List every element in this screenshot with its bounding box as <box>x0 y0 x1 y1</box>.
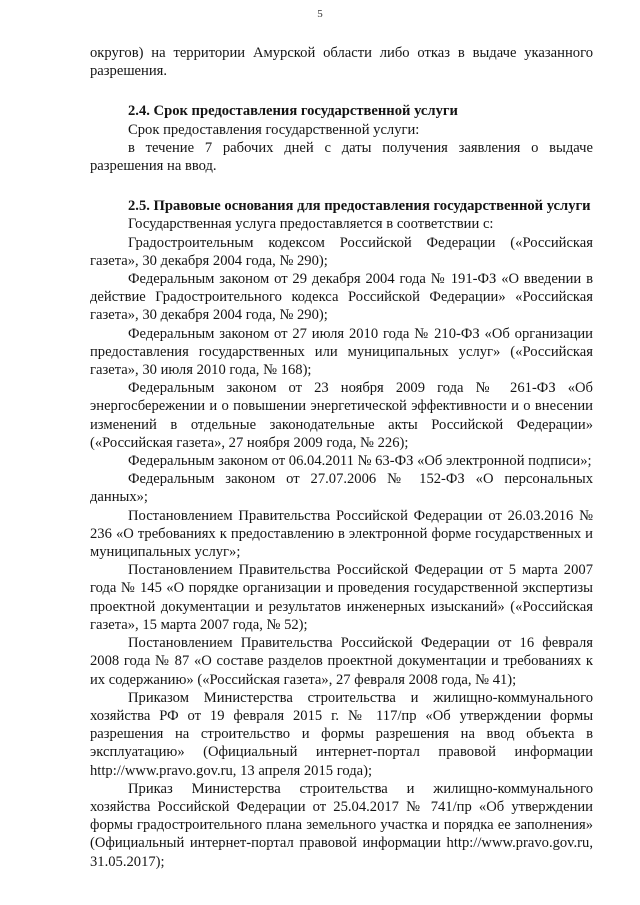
section-2-5-paragraph: Государственная услуга предоставляется в соответствии с: <box>128 216 494 233</box>
section-2-5-paragraph: Приказ Министерства строительства и жилищно-коммунального хозяйства Российской Федерации от 25.04.2017 № 741/пр «Об утверждении формы градостроительного плана земельного участка и порядка ее заполнения» (Официальный интернет-портал правовой информации http://www.pravo.gov.ru, 31.05.2017); <box>90 780 593 870</box>
section-2-5-paragraph: Федеральным законом от 27.07.2006 № 152-ФЗ «О персональных данных»; <box>90 471 593 506</box>
section-2-4-heading: 2.4. Срок предоставления государственной услуги <box>128 103 458 120</box>
section-2-5-paragraph: Федеральным законом от 06.04.2011 № 63-ФЗ «Об электронной подписи»; <box>128 453 592 470</box>
section-2-5-paragraph: Постановлением Правительства Российской Федерации от 5 марта 2007 года № 145 «О порядке организации и проведения государственной экспертизы проектной документации и результатов инженерных изысканий» («Российская газета», 15 марта 2007 года, № 52); <box>90 562 593 633</box>
section-2-5-heading: 2.5. Правовые основания для предоставления государственной услуги <box>128 198 591 215</box>
section-2-5-paragraph: Постановлением Правительства Российской Федерации от 16 февраля 2008 года № 87 «О составе разделов проектной документации и требованиях к их содержанию» («Российская газета», 27 февраля 2008 года, № 41); <box>90 635 593 688</box>
section-2-5-paragraph: Приказом Министерства строительства и жилищно-коммунального хозяйства РФ от 19 февраля 2015 г. № 117/пр «Об утверждении формы разрешения на строительство и формы разрешения на ввод объекта в эксплуатацию» (Официальный интернет-портал правовой информации http://www.pravo.gov.ru, 13 апреля 2015 года); <box>90 689 593 779</box>
section-2-4-paragraph: Срок предоставления государственной услуги: <box>128 121 420 138</box>
section-2-5-paragraph: Федеральным законом от 29 декабря 2004 года № 191-ФЗ «О введении в действие Градостроительного кодекса Российской Федерации» «Российская газета», 30 декабря 2004 года, № 290); <box>90 271 593 324</box>
section-2-5-paragraph: Постановлением Правительства Российской Федерации от 26.03.2016 № 236 «О требованиях к предоставлению в электронной форме государственных и муниципальных услуг»; <box>90 507 593 561</box>
section-2-4-paragraph: в течение 7 рабочих дней с даты получения заявления о выдаче разрешения на ввод. <box>90 139 593 175</box>
section-2-5-paragraph: Градостроительным кодексом Российской Федерации («Российская газета», 30 декабря 2004 года, № 290); <box>90 234 593 269</box>
section-2-5-paragraph: Федеральным законом от 23 ноября 2009 года № 261-ФЗ «Об энергосбережении и о повышении энергетической эффективности и о внесении изменений в отдельные законодательные акты Российской Федерации» («Российская газета», 27 ноября 2009 года, № 226); <box>90 380 593 451</box>
intro-paragraph: округов) на территории Амурской области либо отказ в выдаче указанного разрешения. <box>90 45 593 80</box>
page-number: 5 <box>317 8 323 20</box>
document-body <box>90 44 593 871</box>
section-2-5-paragraph: Федеральным законом от 27 июля 2010 года № 210-ФЗ «Об организации предоставления государственных или муниципальных услуг» («Российская газета», 30 июля 2010 года, № 168); <box>90 325 593 379</box>
